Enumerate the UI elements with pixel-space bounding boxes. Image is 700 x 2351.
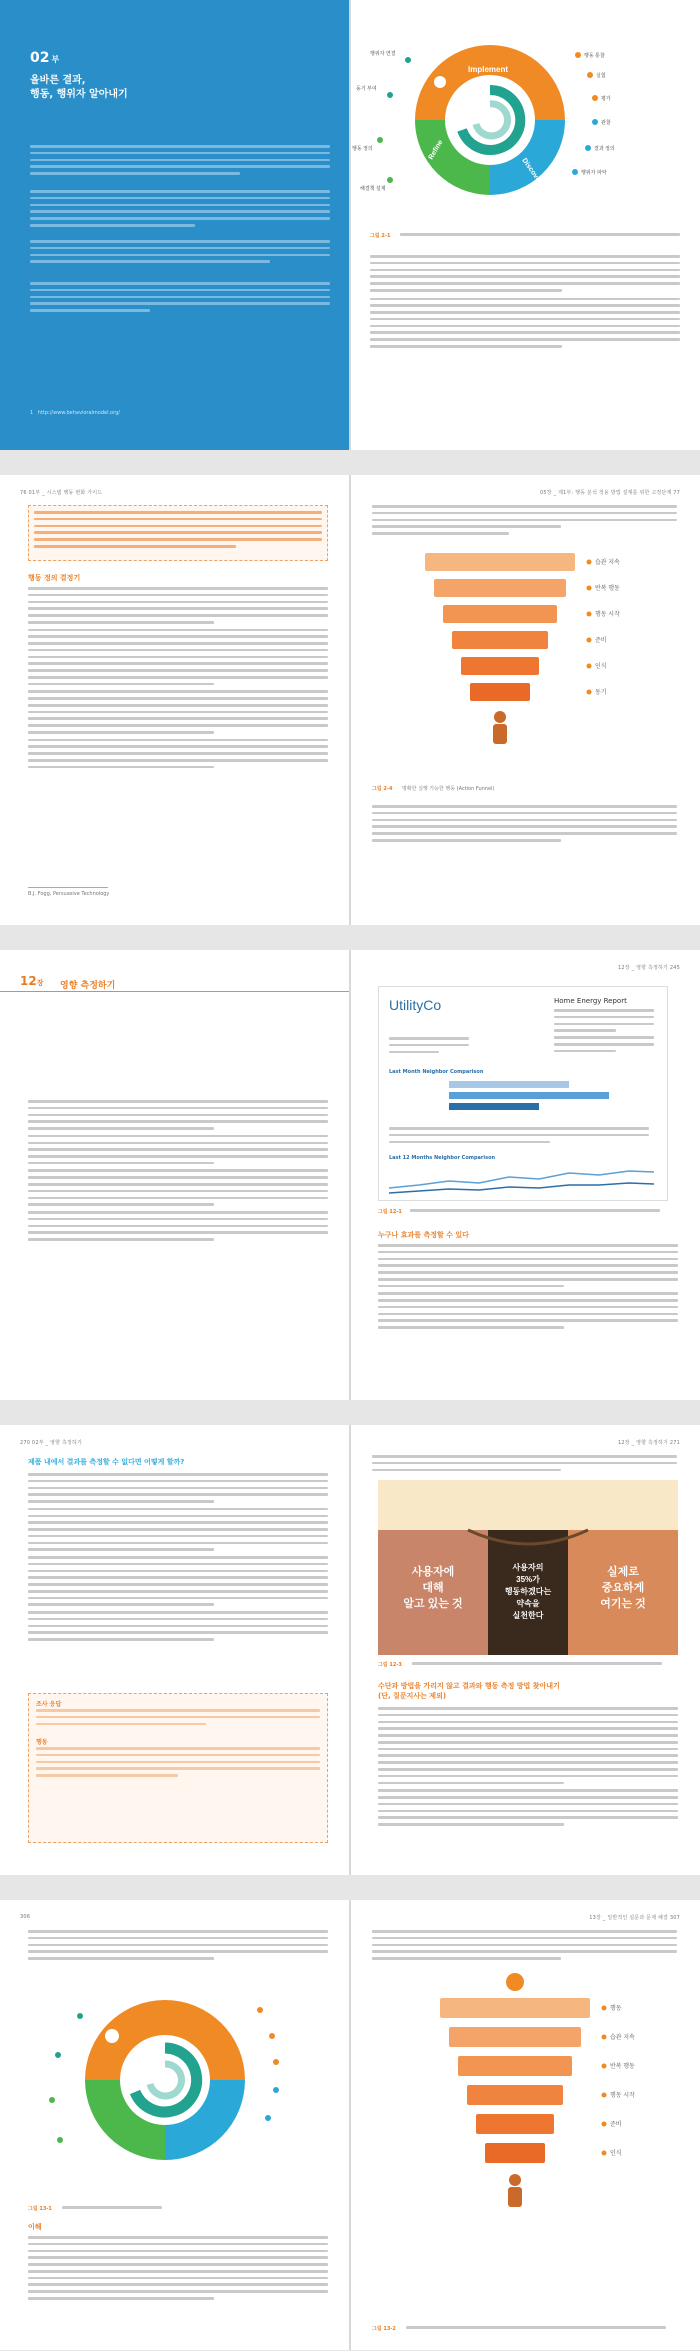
- funnel-level: [443, 605, 557, 623]
- chapter-12-opener: [0, 950, 350, 1400]
- report-address-text: [389, 1037, 469, 1057]
- page-76: [0, 475, 350, 925]
- wheel-label-8: 행동 정의: [352, 146, 373, 152]
- figure-caption-label: 그림 12-3: [378, 1662, 402, 1668]
- wheel-segment-label-refine: Refine: [427, 138, 445, 161]
- figure-caption-text: [400, 233, 680, 240]
- person-body-icon: [508, 2187, 522, 2207]
- section-heading: 제품 내에서 결과를 측정할 수 없다면 어떻게 할까?: [28, 1458, 185, 1466]
- gap-mid-line-1: 사용자의: [512, 1563, 544, 1572]
- funnel-level-label: 행동 시작: [610, 2093, 635, 2099]
- body-text: [370, 255, 680, 352]
- funnel-level: [467, 2085, 563, 2105]
- energy-report-figure: [378, 986, 668, 1201]
- wheel-label-7: 해결책 설계: [360, 186, 386, 192]
- figure-caption-text: [412, 1662, 662, 1669]
- action-funnel-figure: [350, 545, 700, 775]
- page-245: [350, 950, 700, 1400]
- body-text-top: [28, 1930, 328, 1964]
- report-line-chart: [389, 1163, 659, 1199]
- wheel-label-9: 동기 부여: [356, 86, 377, 92]
- spread-2: [0, 475, 700, 925]
- footnote-link[interactable]: http://www.behavioralmodel.org/: [37, 410, 120, 416]
- report-row-2-label: Last 12 Months Neighbor Comparison: [389, 1155, 496, 1161]
- page-271: [350, 1425, 700, 1875]
- funnel-level-label: 준비: [595, 638, 607, 644]
- bulb-icon: [434, 76, 446, 88]
- section-heading-line-1: 수단과 방법을 가리지 않고 결과와 행동 측정 방법 찾아내기: [378, 1682, 560, 1690]
- funnel-top-icon: [506, 1973, 524, 1991]
- body-text: [28, 1473, 328, 1645]
- figure-caption-text: 명확한 실행 가능한 행동 (Action Funnel): [402, 786, 495, 792]
- body-text: [28, 587, 328, 773]
- body-text: [378, 1707, 678, 1830]
- running-head-right: 12장 _ 영향 측정하기 245: [618, 965, 680, 971]
- report-title: Home Energy Report: [554, 997, 627, 1005]
- report-header-text: [554, 1009, 654, 1056]
- wheel-label-2: 실험: [596, 73, 606, 79]
- page-307: [350, 1900, 700, 2350]
- funnel-level: [485, 2143, 545, 2163]
- chapter-number-digits: 02: [30, 50, 50, 66]
- chapter-title: 영향 측정하기: [60, 981, 116, 991]
- funnel-label-dot: [587, 560, 592, 565]
- funnel-label-dot: [602, 2151, 607, 2156]
- funnel-level: [458, 2056, 572, 2076]
- gap-mid-line-2: 35%가: [516, 1575, 540, 1584]
- spread-4: [0, 1425, 700, 1875]
- running-head-right: 13장 _ 일반적인 설문과 문제 해결 307: [589, 1915, 680, 1921]
- gap-illustration: [378, 1480, 678, 1655]
- figure-caption-text: [410, 1209, 660, 1216]
- funnel-level: [425, 553, 575, 571]
- funnel-label-dot: [587, 586, 592, 591]
- funnel-level-label: 동기: [595, 690, 607, 696]
- action-funnel-figure-2: [350, 1968, 700, 2248]
- chapter-title: [30, 74, 128, 102]
- wheel-label-3: 평가: [601, 96, 611, 102]
- report-row-1-label: Last Month Neighbor Comparison: [389, 1069, 484, 1075]
- wheel-label-1: 행동 통찰: [584, 53, 605, 59]
- gap-right-line-2: 중요하게: [601, 1582, 645, 1594]
- spread-5: [0, 1900, 700, 2350]
- spread-1: [0, 0, 700, 450]
- chapter-number-suffix: 장: [36, 979, 44, 987]
- funnel-level-label: 인식: [595, 664, 607, 670]
- body-text-top: [372, 1930, 677, 1964]
- funnel-level-label: 행동: [610, 2006, 622, 2012]
- intro-text-block-4: [30, 282, 330, 316]
- sidebar-box-text-2: [36, 1747, 320, 1781]
- section-heading: 누구나 효과를 측정할 수 있다: [378, 1231, 469, 1239]
- figure-caption-text: [62, 2206, 162, 2213]
- wheel-segment-label-discover: Discover: [520, 157, 544, 186]
- figure-caption-label: 그림 2-4: [372, 786, 393, 792]
- figure-page: [350, 0, 700, 450]
- page-306: [0, 1900, 350, 2350]
- chapter-bar: [0, 976, 350, 992]
- page-77: [350, 475, 700, 925]
- body-text: [28, 1100, 328, 1245]
- funnel-level: [470, 683, 530, 701]
- page-270: [0, 1425, 350, 1875]
- body-text: [378, 1244, 678, 1333]
- funnel-level: [440, 1998, 590, 2018]
- running-head-left: 306: [20, 1914, 31, 1920]
- running-head-right: 12장 _ 영향 측정하기 271: [618, 1440, 680, 1446]
- funnel-label-dot: [602, 2064, 607, 2069]
- funnel-label-dot: [587, 638, 592, 643]
- running-head-left: 270 02부 _ 영향 측정하기: [20, 1440, 82, 1446]
- funnel-level-label: 습관 지속: [595, 560, 620, 566]
- sidebar-box-title-2: 행동: [36, 1739, 48, 1746]
- wheel-label-5: 결과 정의: [594, 146, 615, 152]
- bulb-icon-2: [105, 2029, 119, 2043]
- wheel-label-4: 관찰: [601, 120, 611, 126]
- person-body-icon: [493, 724, 507, 744]
- section-heading-line-2: (단, 질문지사는 제외): [378, 1692, 447, 1700]
- figure-caption: [370, 232, 390, 239]
- section-heading: 행동 정의 결정기: [28, 574, 81, 582]
- funnel-level-label: 인식: [610, 2151, 622, 2157]
- figure-caption-text: [406, 2326, 666, 2333]
- funnel-level-label: 준비: [610, 2122, 622, 2128]
- funnel-level-label: 반복 행동: [610, 2064, 635, 2070]
- report-bars-1: [389, 1077, 659, 1117]
- body-text: [28, 2236, 328, 2304]
- figure-caption-label: 그림 13-2: [372, 2326, 396, 2332]
- wheel-segment-label-implement: Implement: [468, 65, 509, 74]
- funnel-level: [452, 631, 548, 649]
- funnel-level: [449, 2027, 581, 2047]
- chapter-footnote: [30, 410, 120, 416]
- footnote-marker: 1: [30, 410, 34, 416]
- funnel-level-label: 반복 행동: [595, 586, 620, 592]
- highlight-box-text: [34, 511, 322, 552]
- chapter-number-digits: 12: [20, 974, 37, 988]
- wheel-label-10: 행위자 연결: [370, 51, 396, 57]
- figure-caption-label: 그림 2-1: [370, 233, 391, 239]
- chapter-number: [20, 974, 43, 988]
- funnel-level-label: 습관 지속: [610, 2035, 635, 2041]
- gap-mid-line-4: 약속을: [516, 1599, 540, 1608]
- running-head-right: 05장 _ 제1부: 행동 분석 적용 방법 설계를 위한 고정단계 77: [540, 490, 680, 496]
- gap-left-line-3: 알고 있는 것: [403, 1598, 463, 1610]
- intro-text-block-3: [30, 240, 330, 267]
- funnel-label-dot: [602, 2035, 607, 2040]
- funnel-label-dot: [602, 2006, 607, 2011]
- funnel-label-dot: [587, 664, 592, 669]
- report-mid-text: [389, 1127, 649, 1147]
- chapter-title-line-2: 행동, 행위자 알아내기: [30, 89, 128, 100]
- funnel-label-dot: [587, 690, 592, 695]
- chapter-title-line-1: 올바른 결과,: [30, 75, 86, 86]
- sidebar-box-text-1: [36, 1709, 320, 1729]
- chapter-number-suffix: 부: [51, 55, 60, 64]
- chapter-number: [30, 50, 59, 66]
- gap-mid-line-5: 실천한다: [512, 1611, 544, 1620]
- behavior-wheel-figure: [350, 20, 700, 230]
- running-head-left: 76 01부 _ 시스템 행동 변화 가이드: [20, 490, 103, 496]
- funnel-level: [461, 657, 539, 675]
- funnel-level: [476, 2114, 554, 2134]
- gap-left-line-1: 사용자에: [411, 1566, 455, 1578]
- sidebar-box-title-1: 조사 응답: [36, 1701, 62, 1708]
- funnel-label-dot: [602, 2093, 607, 2098]
- gap-left-line-2: 대해: [422, 1582, 444, 1594]
- gap-right-line-1: 실제로: [607, 1566, 639, 1578]
- body-text-top: [372, 505, 677, 539]
- funnel-level-label: 행동 시작: [595, 612, 620, 618]
- body-text-bottom: [372, 805, 677, 846]
- gap-mid-line-3: 행동하겠다는: [504, 1587, 552, 1596]
- behavior-wheel-figure-2: [0, 1970, 350, 2200]
- person-head-icon: [494, 711, 506, 723]
- funnel-level: [434, 579, 566, 597]
- figure-caption-label: 그림 13-1: [28, 2206, 52, 2212]
- gap-right-line-3: 여기는 것: [600, 1598, 646, 1610]
- body-text-top: [372, 1455, 677, 1475]
- person-head-icon: [509, 2174, 521, 2186]
- funnel-label-dot: [587, 612, 592, 617]
- figure-caption-label: 그림 12-1: [378, 1209, 402, 1215]
- spread-3: [0, 950, 700, 1400]
- utility-logo: UtilityCo: [389, 997, 442, 1013]
- footnote: B.J. Fogg, Persuasive Technology: [28, 891, 110, 897]
- wheel-label-6: 행위자 파악: [581, 170, 607, 176]
- intro-text-block-2: [30, 190, 330, 231]
- intro-text-block: [30, 145, 330, 179]
- funnel-label-dot: [602, 2122, 607, 2127]
- section-heading: 이해: [28, 2223, 42, 2231]
- chapter-opener-page: [0, 0, 350, 450]
